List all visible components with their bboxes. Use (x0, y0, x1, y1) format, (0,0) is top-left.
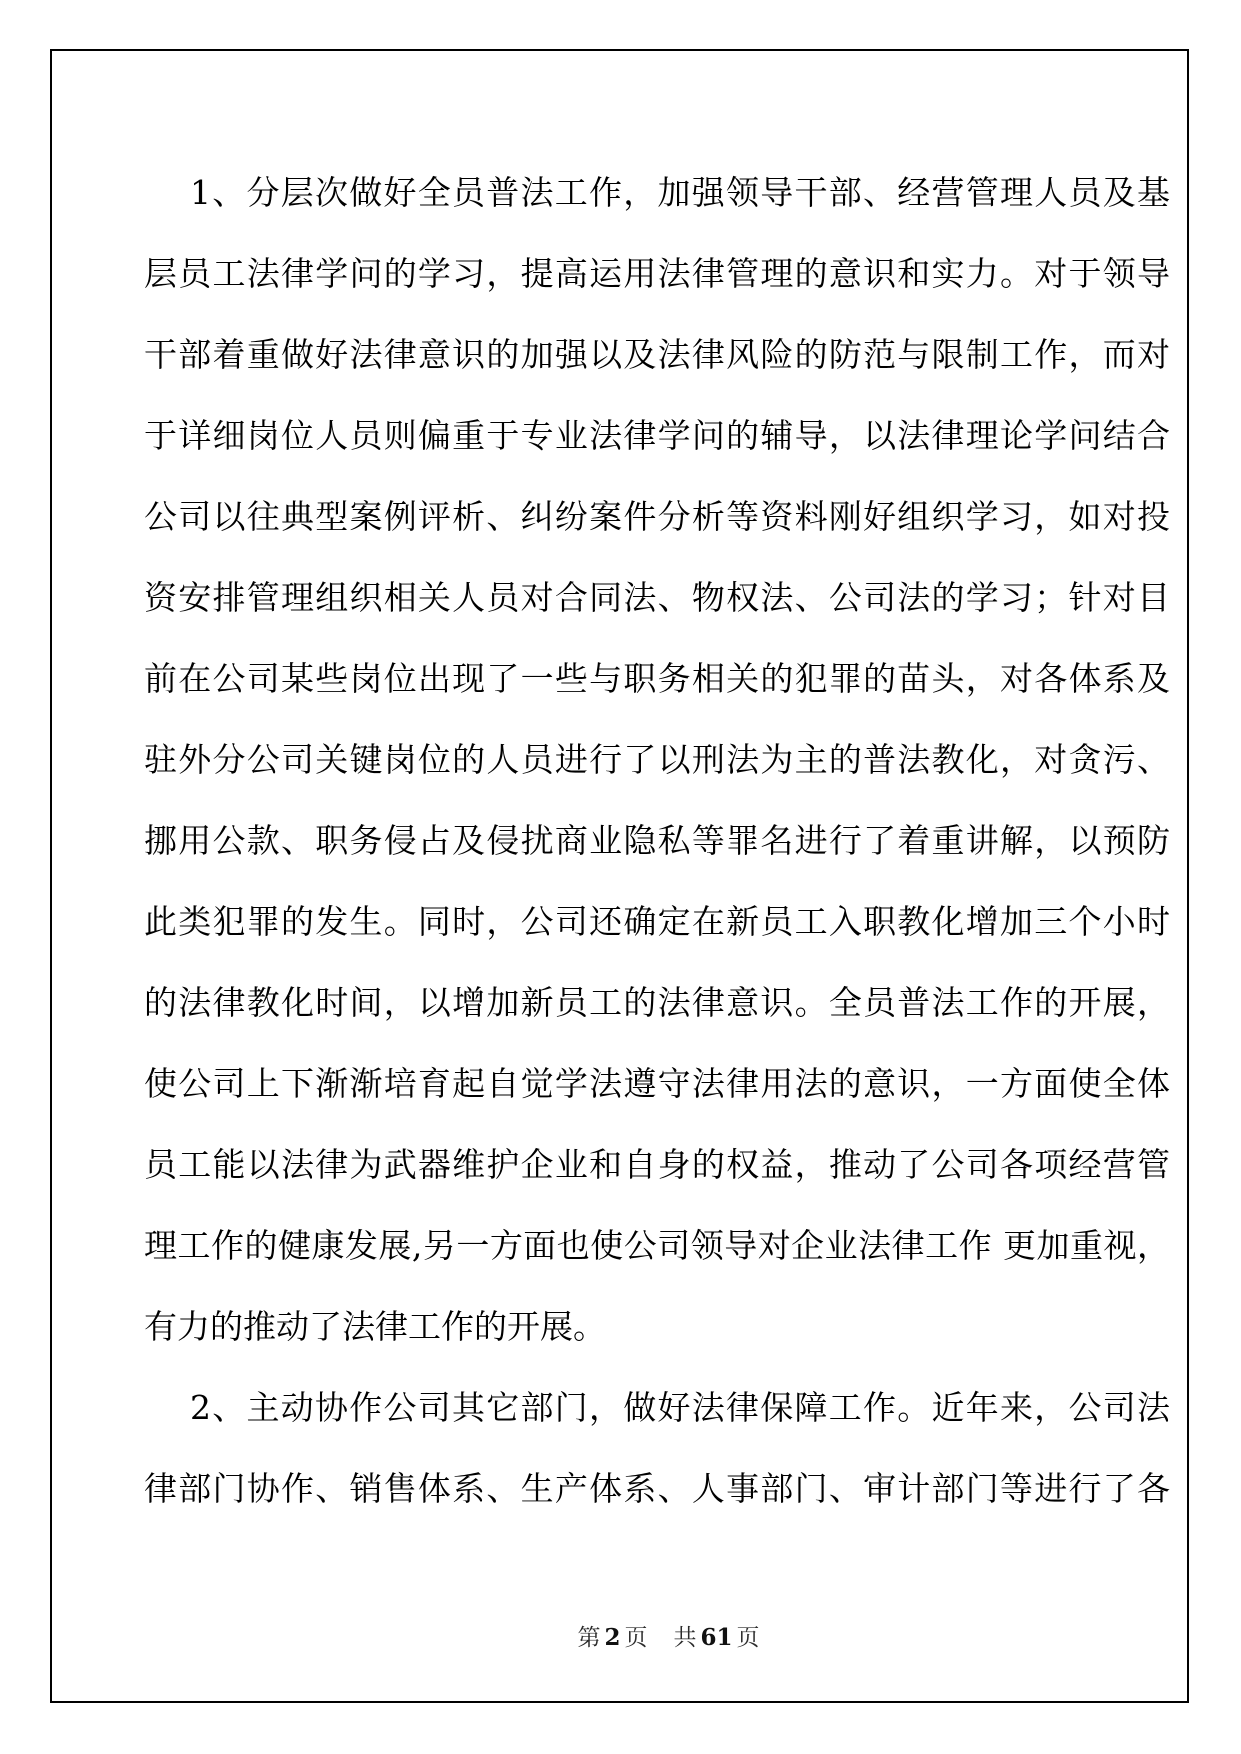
paragraph-1-line-14: 理工作的健康发展,另一方面也使公司领导对企业法律工作 更加重视， (144, 1226, 1170, 1265)
page-footer (0, 1622, 1241, 1654)
footer-page-unit: 页 (624, 1625, 648, 1651)
paragraph-2-line-1: 2、主动协作公司其它部门，做好法律保障工作。近年来，公司法 (190, 1388, 1170, 1427)
paragraph-1-line-5: 公司以往典型案例评析、纠纷案件分析等资料刚好组织学习，如对投 (144, 497, 1170, 536)
paragraph-1-line-2: 层员工法律学问的学习，提高运用法律管理的意识和实力。对于领导 (144, 254, 1170, 293)
paragraph-1-line-7: 前在公司某些岗位出现了一些与职务相关的犯罪的苗头，对各体系及 (144, 659, 1170, 698)
footer-total-pages: 61 (700, 1624, 733, 1651)
paragraph-1-line-13: 员工能以法律为武器维护企业和自身的权益，推动了公司各项经营管 (144, 1145, 1170, 1184)
paragraph-2-line-2: 律部门协作、销售体系、生产体系、人事部门、审计部门等进行了各 (144, 1469, 1170, 1508)
paragraph-1-line-1: 1、分层次做好全员普法工作，加强领导干部、经营管理人员及基 (190, 173, 1170, 212)
footer-total-label: 共 (673, 1625, 697, 1651)
paragraph-1-line-10: 此类犯罪的发生。同时，公司还确定在新员工入职教化增加三个小时 (144, 902, 1170, 941)
footer-page-label: 第 (577, 1625, 601, 1651)
document-body (144, 152, 1170, 1529)
footer-current-page: 2 (604, 1624, 621, 1651)
paragraph-1-line-12: 使公司上下渐渐培育起自觉学法遵守法律用法的意识，一方面使全体 (144, 1064, 1170, 1103)
paragraph-1-line-6: 资安排管理组织相关人员对合同法、物权法、公司法的学习；针对目 (144, 578, 1170, 617)
paragraph-1-line-9: 挪用公款、职务侵占及侵扰商业隐私等罪名进行了着重讲解，以预防 (144, 821, 1170, 860)
footer-page-unit-2: 页 (736, 1625, 760, 1651)
paragraph-1-line-11: 的法律教化时间，以增加新员工的法律意识。全员普法工作的开展， (144, 983, 1170, 1022)
paragraph-1-line-8: 驻外分公司关键岗位的人员进行了以刑法为主的普法教化，对贪污、 (144, 740, 1170, 779)
paragraph-1-line-4: 于详细岗位人员则偏重于专业法律学问的辅导，以法律理论学问结合 (144, 416, 1170, 455)
paragraph-1-line-3: 干部着重做好法律意识的加强以及法律风险的防范与限制工作，而对 (144, 335, 1170, 374)
paragraph-1-line-15: 有力的推动了法律工作的开展。 (144, 1307, 606, 1346)
